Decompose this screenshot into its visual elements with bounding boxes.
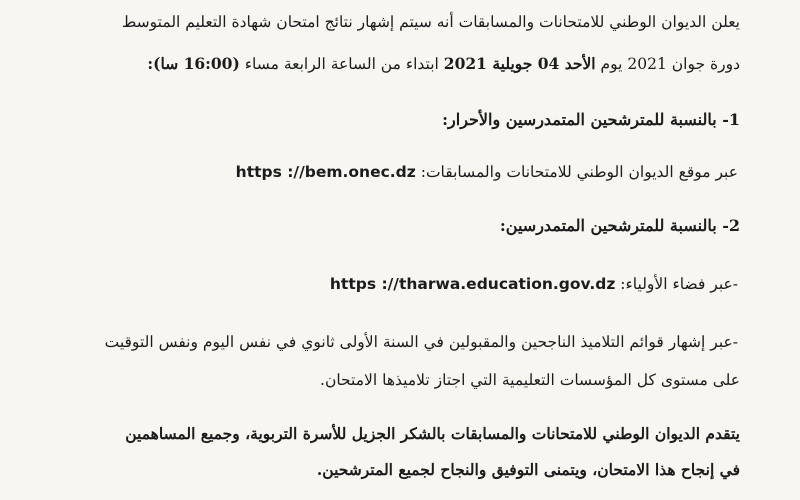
bem-url-link[interactable]: https ://bem.onec.dz xyxy=(235,163,416,181)
exam-date: الأحد 04 جويلية 2021 xyxy=(443,54,596,73)
section-2-item-1 xyxy=(40,272,738,296)
section-2-item-2-line-1: -عبر إشهار قوائم التلاميذ الناجحين والمقبولين في السنة الأولى ثانوي في نفس اليوم ونفس التوقيت xyxy=(104,333,738,351)
section-1-line xyxy=(40,160,738,184)
closing-line-1: يتقدم الديوان الوطني للامتحانات والمسابقات بالشكر الجزيل للأسرة التربوية، وجميع المساهمين xyxy=(125,424,740,443)
intro-text-2a: دورة جوان 2021 يوم xyxy=(600,55,740,73)
closing-line-2: في إنجاح هذا الامتحان، ويتمنى التوفيق والنجاح لجميع المترشحين. xyxy=(316,460,740,479)
section-2-heading: 2- بالنسبة للمترشحين المتمدرسين: xyxy=(499,216,740,235)
intro-text-1: يعلن الديوان الوطني للامتحانات والمسابقات أنه سيتم إشهار نتائج امتحان شهادة التعليم المتوسط xyxy=(121,13,740,31)
intro-line-1 xyxy=(40,10,740,34)
tharwa-url-link[interactable]: https ://tharwa.education.gov.dz xyxy=(329,275,616,293)
section-1-heading: 1- بالنسبة للمترشحين المتمدرسين والأحرار: xyxy=(442,110,740,129)
exam-time: (16:00 سا): xyxy=(147,54,240,73)
section-1-text: عبر موقع الديوان الوطني للامتحانات والمسابقات: xyxy=(420,163,738,181)
intro-text-2c: ابتداء من الساعة الرابعة مساء xyxy=(244,55,439,73)
section-2-item-2-line-2: على مستوى كل المؤسسات التعليمية التي اجتاز تلاميذها الامتحان. xyxy=(320,371,740,389)
section-2-item-1-text: -عبر فضاء الأولياء: xyxy=(620,275,738,293)
intro-line-2 xyxy=(40,52,740,76)
